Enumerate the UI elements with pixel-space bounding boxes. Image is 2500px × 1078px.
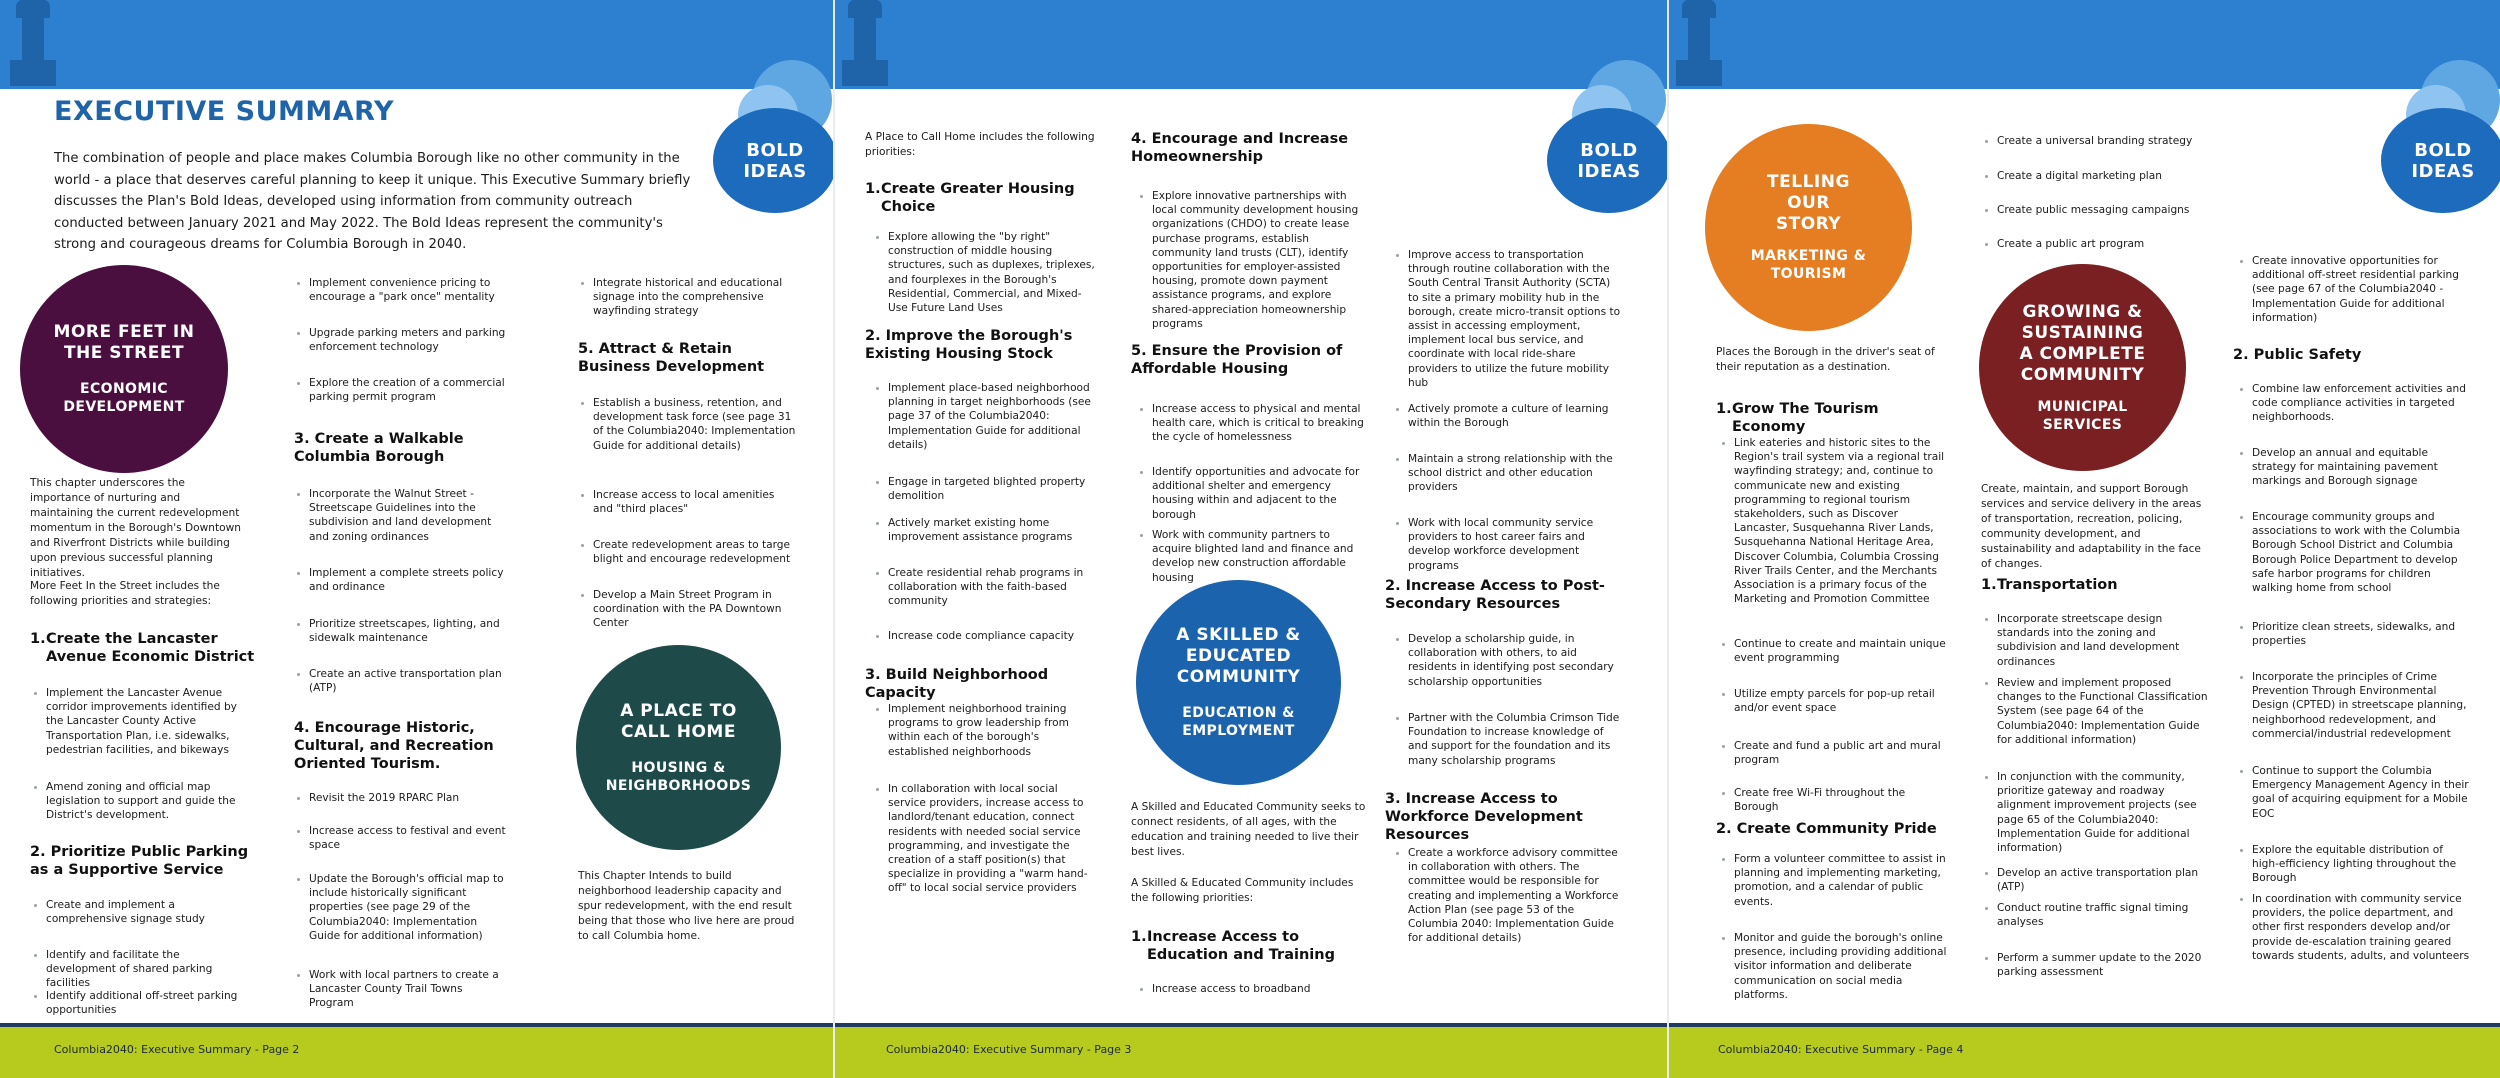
- municipal-services-circle: [1979, 264, 2186, 471]
- priority-heading: 2. Increase Access to Post-Secondary Resources: [1385, 578, 1605, 612]
- strategy-item: In coordination with community service providers, the police department, and other first responders develop and/or provide de-escalation training geared towards students, adults, and volunteers: [2240, 892, 2472, 963]
- strategy-item: Explore innovative partnerships with local community development housing organizations (CHDO) to create lease purchase programs, establish community land trusts (CLT), identify opportunities for employer-assisted housing, promote down payment assistance programs, and explore shared-appreciation homeownership programs: [1140, 189, 1365, 331]
- strategy-item: Revisit the 2019 RPARC Plan: [297, 791, 507, 805]
- priority-heading: 4. Encourage and Increase Homeownership: [1131, 131, 1349, 165]
- strategy-item: Create and fund a public art and mural program: [1722, 739, 1950, 767]
- strategy-item: Incorporate the principles of Crime Prevention Through Environmental Design (CPTED) in streetscape planning, neighborhood redevelopment, and commercial/industrial redevelopment: [2240, 670, 2472, 741]
- strategy-item: Perform a summer update to the 2020 parking assessment: [1985, 951, 2213, 979]
- priority-heading: 2. Prioritize Public Parking as a Supportive Service: [30, 844, 249, 878]
- strategy-item: In conjunction with the community, prioritize gateway and roadway alignment improvement projects (see page 65 of the Columbia2040: Implementation Guide for additional information): [1985, 770, 2213, 855]
- strategy-item: Form a volunteer committee to assist in planning and implementing marketing, promotion, and a calendar of public events.: [1722, 852, 1950, 909]
- circle-subtitle: ECONOMIC DEVELOPMENT: [63, 381, 185, 415]
- strategy-item: Create a public art program: [1985, 237, 2200, 251]
- chapter-paragraph: A Skilled & Educated Community includes the following priorities:: [1131, 877, 1354, 904]
- chapter-paragraph: This chapter underscores the importance of nurturing and maintaining the current redevelopment momentum in the Borough's Downtown and Riverfront Districts while building upon previous successful planning initiatives.: [30, 477, 242, 579]
- circle-title: MORE FEET IN THE STREET: [53, 322, 195, 363]
- bold-ideas-badge: BOLD IDEAS: [1547, 108, 1667, 213]
- chapter-paragraph: A Place to Call Home includes the following priorities:: [865, 131, 1095, 158]
- priority-heading: 3. Increase Access to Workforce Development Resources: [1385, 791, 1583, 843]
- lighthouse-icon: [854, 0, 876, 86]
- circle-subtitle: MARKETING & TOURISM: [1750, 248, 1867, 282]
- strategy-item: Create innovative opportunities for additional off-street residential parking (see page 67 of the Columbia2040 - Implementation Guide for additional information): [2240, 254, 2472, 325]
- bold-ideas-badge: BOLD IDEAS: [2381, 108, 2500, 213]
- priority-heading: 4. Encourage Historic, Cultural, and Recreation Oriented Tourism.: [294, 720, 494, 772]
- strategy-item: Create public messaging campaigns: [1985, 203, 2200, 217]
- strategy-item: Implement neighborhood training programs to grow leadership from within each of the borough's established neighborhoods: [876, 702, 1098, 759]
- strategy-item: Establish a business, retention, and development task force (see page 31 of the Columbia2040: Implementation Guide for additional details): [581, 396, 796, 453]
- strategy-item: Actively promote a culture of learning within the Borough: [1396, 402, 1621, 430]
- strategy-item: Increase code compliance capacity: [876, 629, 1098, 643]
- strategy-item: Conduct routine traffic signal timing analyses: [1985, 901, 2213, 929]
- strategy-item: Link eateries and historic sites to the Region's trail system via a regional trail wayfinding strategy; and, continue to communicate new and existing programming to regional tourism stakeholders, such as Discover Lancaster, Susquehanna River Lands, Susquehanna National Heritage Area, Discover Columbia, Columbia Crossing River Trails Center, and the Merchants Association is a primary focus of the Marketing and Promotion Committee: [1722, 436, 1950, 606]
- strategy-item: Develop a scholarship guide, in collaboration with others, to aid residents in identifying post secondary scholarship opportunities: [1396, 632, 1621, 689]
- strategy-item: Create free Wi-Fi throughout the Borough: [1722, 786, 1950, 814]
- strategy-item: Explore the equitable distribution of high-efficiency lighting throughout the Borough: [2240, 843, 2472, 886]
- strategy-item: Utilize empty parcels for pop-up retail and/or event space: [1722, 687, 1950, 715]
- circle-title: GROWING & SUSTAINING A COMPLETE COMMUNITY: [2019, 301, 2146, 385]
- marketing-circle: [1705, 124, 1912, 331]
- priority-heading: 5. Ensure the Provision of Affordable Housing: [1131, 343, 1343, 377]
- strategy-item: Continue to support the Columbia Emergency Management Agency in their goal of acquiring equipment for a Mobile EOC: [2240, 764, 2472, 821]
- intro-paragraph: The combination of people and place makes Columbia Borough like no other community in the world - a place that deserves careful planning to keep it unique. This Executive Summary briefly discusses the Plan's Bold Ideas, developed using information from community outreach conducted between January 2021 and May 2022. The Bold Ideas represent the community's strong and courageous dreams for Columbia Borough in 2040.: [54, 151, 691, 252]
- strategy-item: Prioritize clean streets, sidewalks, and properties: [2240, 620, 2472, 648]
- strategy-item: In collaboration with local social service providers, increase access to landlord/tenant education, connect residents with needed social service programming, and investigate the creation of a staff position(s) that specialize in providing a "warm hand-off" to local social service providers: [876, 782, 1098, 896]
- strategy-item: Create and implement a comprehensive signage study: [34, 898, 249, 926]
- strategy-item: Implement a complete streets policy and ordinance: [297, 566, 507, 594]
- priority-heading: 2. Improve the Borough's Existing Housing Stock: [865, 328, 1073, 362]
- strategy-item: Identify opportunities and advocate for additional shelter and emergency housing within and adjacent to the borough: [1140, 465, 1365, 522]
- strategy-item: Develop an active transportation plan (ATP): [1985, 866, 2213, 894]
- strategy-item: Integrate historical and educational signage into the comprehensive wayfinding strategy: [581, 276, 796, 319]
- strategy-item: Increase access to festival and event space: [297, 824, 507, 852]
- page-footer: Columbia2040: Executive Summary - Page 3: [886, 1043, 1132, 1056]
- strategy-item: Prioritize streetscapes, lighting, and sidewalk maintenance: [297, 617, 507, 645]
- priority-heading: 2. Create Community Pride: [1716, 821, 1937, 837]
- priority-heading: 3. Create a Walkable Columbia Borough: [294, 431, 464, 465]
- priority-heading: 1. Create Greater Housing Choice: [865, 181, 1075, 215]
- strategy-item: Implement the Lancaster Avenue corridor improvements identified by the Lancaster County Active Transportation Plan, i.e. sidewalks, pedestrian facilities, and bikeways: [34, 686, 249, 757]
- circle-title: A SKILLED & EDUCATED COMMUNITY: [1176, 625, 1301, 687]
- chapter-paragraph: Places the Borough in the driver's seat of their reputation as a destination.: [1716, 346, 1935, 373]
- chapter-paragraph: Create, maintain, and support Borough services and service delivery in the areas of transportation, recreation, policing, community development, and sustainability and adaptability in the face of changes.: [1981, 483, 2202, 570]
- priority-heading: 3. Build Neighborhood Capacity: [865, 667, 1049, 701]
- strategy-item: Actively market existing home improvement assistance programs: [876, 516, 1098, 544]
- page-3: [834, 0, 1667, 1078]
- page-footer: Columbia2040: Executive Summary - Page 4: [1718, 1043, 1964, 1056]
- strategy-item: Create a workforce advisory committee in collaboration with others. The committee would be responsible for creating and implementing a Workforce Action Plan (see page 53 of the Columbia 2040: Implementation Guide for additional details): [1396, 846, 1621, 945]
- strategy-item: Create redevelopment areas to targe blight and encourage redevelopment: [581, 538, 796, 566]
- chapter-paragraph: This Chapter Intends to build neighborhood leadership capacity and spur redevelopment, with the end result being that those who live here are proud to call Columbia home.: [578, 870, 795, 942]
- lighthouse-icon: [1688, 0, 1710, 86]
- strategy-item: Review and implement proposed changes to the Functional Classification System (see page 64 of the Columbia2040: Implementation Guide for additional information): [1985, 676, 2213, 747]
- strategy-item: Increase access to physical and mental health care, which is critical to breaking the cycle of homelessness: [1140, 402, 1365, 445]
- strategy-item: Improve access to transportation through routine collaboration with the South Central Transit Authority (SCTA) to site a primary mobility hub in the borough, create micro-transit options to assist in accessing employment, implement local bus service, and coordinate with local ride-share providers to utilize the future mobility hub: [1396, 248, 1621, 390]
- strategy-item: Upgrade parking meters and parking enforcement technology: [297, 326, 507, 354]
- priority-heading: 1. Create the Lancaster Avenue Economic District: [30, 631, 255, 665]
- priority-heading: 2. Public Safety: [2233, 347, 2362, 363]
- strategy-item: Develop an annual and equitable strategy for maintaining pavement markings and Borough signage: [2240, 446, 2472, 489]
- page-footer: Columbia2040: Executive Summary - Page 2: [54, 1043, 300, 1056]
- strategy-item: Work with community partners to acquire blighted land and finance and develop new construction affordable housing: [1140, 528, 1365, 585]
- strategy-item: Explore the creation of a commercial parking permit program: [297, 376, 507, 404]
- strategy-item: Develop a Main Street Program in coordination with the PA Downtown Center: [581, 588, 796, 631]
- lighthouse-icon: [22, 0, 44, 86]
- economic-development-circle: [20, 265, 228, 473]
- priority-heading: 1. Grow The Tourism Economy: [1716, 401, 1879, 435]
- circle-subtitle: EDUCATION & EMPLOYMENT: [1182, 705, 1295, 739]
- strategy-item: Incorporate the Walnut Street - Streetscape Guidelines into the subdivision and land development and zoning ordinances: [297, 487, 507, 544]
- strategy-item: Maintain a strong relationship with the school district and other education providers: [1396, 452, 1621, 495]
- circle-subtitle: HOUSING & NEIGHBORHOODS: [605, 759, 752, 794]
- strategy-item: Explore allowing the "by right" construction of middle housing structures, such as duplexes, triplexes, and fourplexes in the Borough's Residential, Commercial, and Mixed-Use Future Land Uses: [876, 230, 1098, 315]
- strategy-item: Encourage community groups and associations to work with the Columbia Borough School District and Columbia Borough Police Department to develop safe harbor programs for children walking home from school: [2240, 510, 2472, 595]
- strategy-item: Increase access to local amenities and "third places": [581, 488, 796, 516]
- housing-circle: [576, 645, 781, 850]
- strategy-item: Partner with the Columbia Crimson Tide Foundation to increase knowledge of and support for the foundation and its many scholarship programs: [1396, 711, 1621, 768]
- strategy-item: Create residential rehab programs in collaboration with the faith-based community: [876, 566, 1098, 609]
- strategy-item: Update the Borough's official map to include historically significant properties (see page 29 of the Columbia2040: Implementation Guide for additional information): [297, 872, 507, 943]
- strategy-item: Increase access to broadband: [1140, 982, 1365, 996]
- strategy-item: Continue to create and maintain unique event programming: [1722, 637, 1950, 665]
- page-4: [1668, 0, 2500, 1078]
- education-circle: [1136, 580, 1341, 785]
- circle-title: TELLING OUR STORY: [1767, 172, 1850, 234]
- chapter-paragraph: A Skilled and Educated Community seeks to connect residents, of all ages, with the education and training needed to live their best lives.: [1131, 801, 1366, 858]
- strategy-item: Identify additional off-street parking opportunities: [34, 989, 249, 1017]
- circle-subtitle: MUNICIPAL SERVICES: [2037, 398, 2128, 433]
- strategy-item: Implement convenience pricing to encourage a "park once" mentality: [297, 276, 507, 304]
- priority-heading: 5. Attract & Retain Business Development: [578, 341, 765, 375]
- strategy-item: Implement place-based neighborhood planning in target neighborhoods (see page 37 of the Columbia2040: Implementation Guide for additional details): [876, 381, 1098, 452]
- strategy-item: Incorporate streetscape design standards into the zoning and subdivision and land development ordinances: [1985, 612, 2213, 669]
- strategy-item: Amend zoning and official map legislation to support and guide the District's development.: [34, 780, 249, 823]
- page-2: [0, 0, 833, 1078]
- strategy-item: Create a universal branding strategy: [1985, 134, 2200, 148]
- strategy-item: Create a digital marketing plan: [1985, 169, 2200, 183]
- strategy-item: Work with local partners to create a Lancaster County Trail Towns Program: [297, 968, 507, 1011]
- strategy-item: Create an active transportation plan (ATP): [297, 667, 507, 695]
- chapter-paragraph: More Feet In the Street includes the following priorities and strategies:: [30, 580, 220, 607]
- priority-heading: 1. Transportation: [1981, 577, 2118, 593]
- page-title: EXECUTIVE SUMMARY: [54, 96, 395, 127]
- strategy-item: Identify and facilitate the development of shared parking facilities: [34, 948, 249, 991]
- strategy-item: Work with local community service providers to host career fairs and develop workforce development programs: [1396, 516, 1621, 573]
- strategy-item: Combine law enforcement activities and code compliance activities in targeted neighborhoods.: [2240, 382, 2472, 425]
- priority-heading: 1. Increase Access to Education and Training: [1131, 929, 1335, 963]
- strategy-item: Monitor and guide the borough's online presence, including providing additional visitor information and deliberate communication on social media platforms.: [1722, 931, 1950, 1002]
- strategy-item: Engage in targeted blighted property demolition: [876, 475, 1098, 503]
- circle-title: A PLACE TO CALL HOME: [620, 700, 737, 742]
- bold-ideas-badge: BOLD IDEAS: [713, 108, 833, 213]
